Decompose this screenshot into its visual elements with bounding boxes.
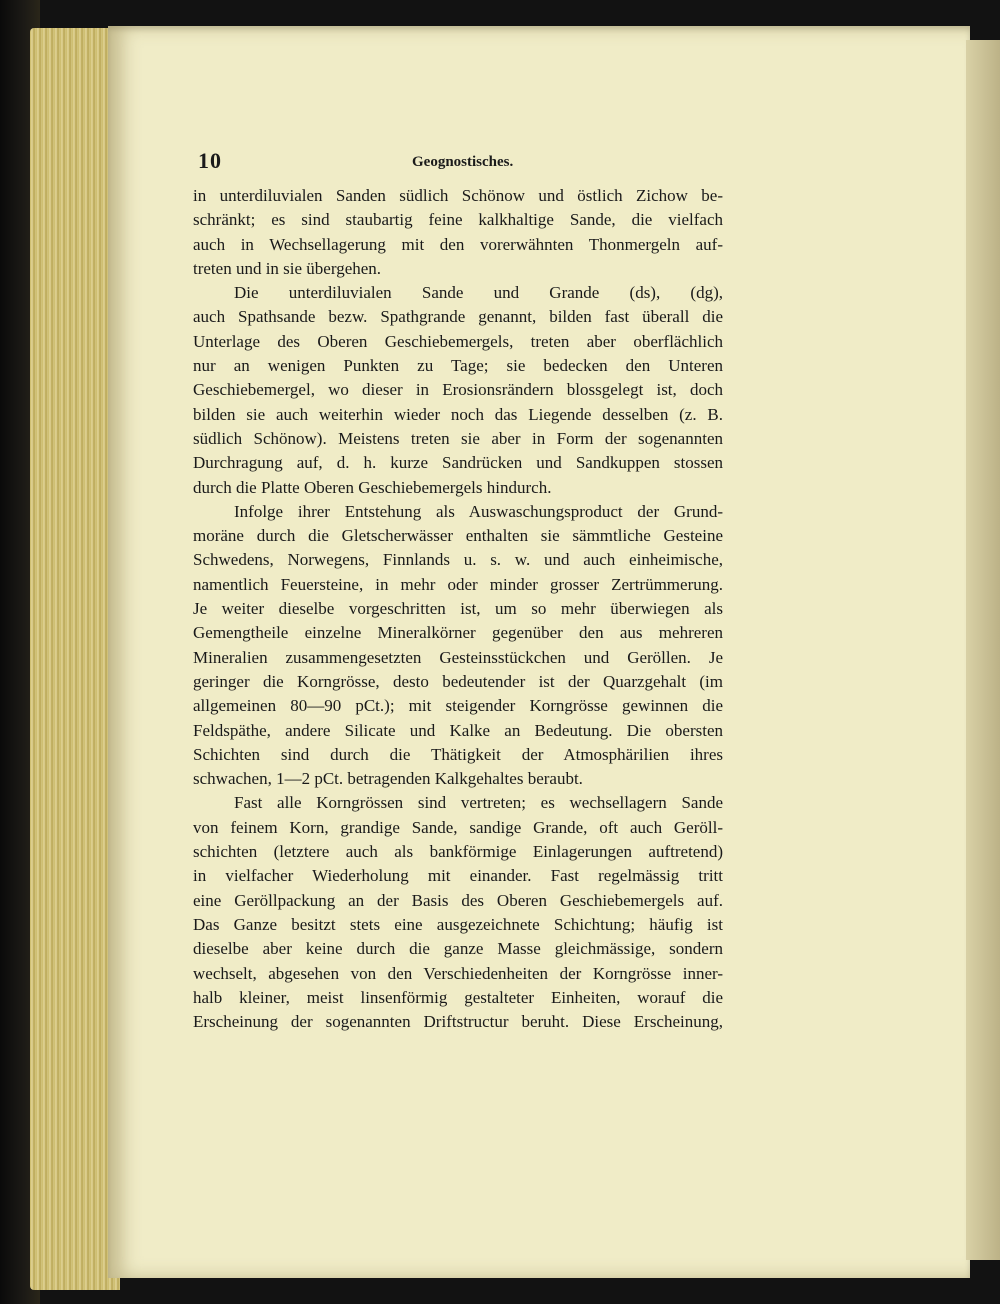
text-line: Schwedens, Norwegens, Finnlands u. s. w. und auch einheimische,: [193, 550, 723, 570]
page-header: [198, 148, 728, 178]
section-heading-line: Die unterdiluvialen Sande und Grande (ds), (dg),: [234, 283, 723, 303]
text-line: wechselt, abgesehen von den Verschiedenheiten der Korngrösse inner-: [193, 963, 723, 983]
text-line: Das Ganze besitzt stets eine ausgezeichnete Schichtung; häufig ist: [193, 914, 723, 934]
page-edges: [30, 28, 120, 1290]
text-line: halb kleiner, meist linsenförmig gestalteter Einheiten, worauf die: [193, 987, 723, 1007]
text-line: auch in Wechsellagerung mit den vorerwähnten Thonmergeln auf-: [193, 234, 723, 254]
text-line: in vielfacher Wiederholung mit einander. Fast regelmässig tritt: [193, 866, 723, 886]
text-line: Erscheinung der sogenannten Driftstructur beruht. Diese Erscheinung,: [193, 1012, 723, 1032]
text-line: Fast alle Korngrössen sind vertreten; es wechsellagern Sande: [234, 793, 723, 813]
adjacent-page-edge: [966, 40, 1000, 1260]
text-line: Geschiebemergel, wo dieser in Erosionsrändern blossgelegt ist, doch: [193, 380, 723, 400]
body-text: [193, 184, 723, 1034]
text-line: durch die Platte Oberen Geschiebemergels hindurch.: [193, 477, 552, 497]
text-line: nur an wenigen Punkten zu Tage; sie bedecken den Unteren: [193, 356, 723, 376]
text-line: Je weiter dieselbe vorgeschritten ist, um so mehr überwiegen als: [193, 599, 723, 619]
text-line: in unterdiluvialen Sanden südlich Schönow und östlich Zichow be-: [193, 186, 723, 205]
text-line: moräne durch die Gletscherwässer enthalten sie sämmtliche Gesteine: [193, 526, 723, 546]
text-line: eine Geröllpackung an der Basis des Oberen Geschiebemergels auf.: [193, 890, 723, 910]
text-line: schränkt; es sind staubartig feine kalkhaltige Sande, die vielfach: [193, 210, 723, 230]
text-line: Mineralien zusammengesetzten Gesteinsstückchen und Geröllen. Je: [193, 647, 723, 667]
text-line: bilden sie auch weiterhin wieder noch das Liegende desselben (z. B.: [193, 404, 723, 424]
running-head: Geognostisches.: [412, 154, 514, 170]
text-line: Infolge ihrer Entstehung als Auswaschungsproduct der Grund-: [234, 501, 723, 521]
text-line: Unterlage des Oberen Geschiebemergels, treten aber oberflächlich: [193, 331, 723, 351]
text-line: allgemeinen 80—90 pCt.); mit steigender Korngrösse gewinnen die: [193, 696, 723, 716]
text-line: Durchragung auf, d. h. kurze Sandrücken und Sandkuppen stossen: [193, 453, 723, 473]
text-line: schwachen, 1—2 pCt. betragenden Kalkgehaltes beraubt.: [193, 769, 583, 789]
page-number: 10: [198, 148, 222, 173]
text-line: schichten (letztere auch als bankförmige Einlagerungen auftretend): [193, 842, 723, 862]
text-line: Gemengtheile einzelne Mineralkörner gegenüber den aus mehreren: [193, 623, 723, 643]
text-line: dieselbe aber keine durch die ganze Masse gleichmässige, sondern: [193, 939, 723, 959]
text-line: südlich Schönow). Meistens treten sie aber in Form der sogenannten: [193, 428, 723, 448]
text-line: auch Spathsande bezw. Spathgrande genannt, bilden fast überall die: [193, 307, 723, 327]
text-line: namentlich Feuersteine, in mehr oder minder grosser Zertrümmerung.: [193, 574, 723, 594]
text-line: geringer die Korngrösse, desto bedeutender ist der Quarzgehalt (im: [193, 671, 723, 691]
text-line: Schichten sind durch die Thätigkeit der Atmosphärilien ihres: [193, 744, 723, 764]
text-line: Feldspäthe, andere Silicate und Kalke an Bedeutung. Die obersten: [193, 720, 723, 740]
text-line: treten und in sie übergehen.: [193, 258, 382, 278]
text-line: von feinem Korn, grandige Sande, sandige Grande, oft auch Geröll-: [193, 817, 723, 837]
